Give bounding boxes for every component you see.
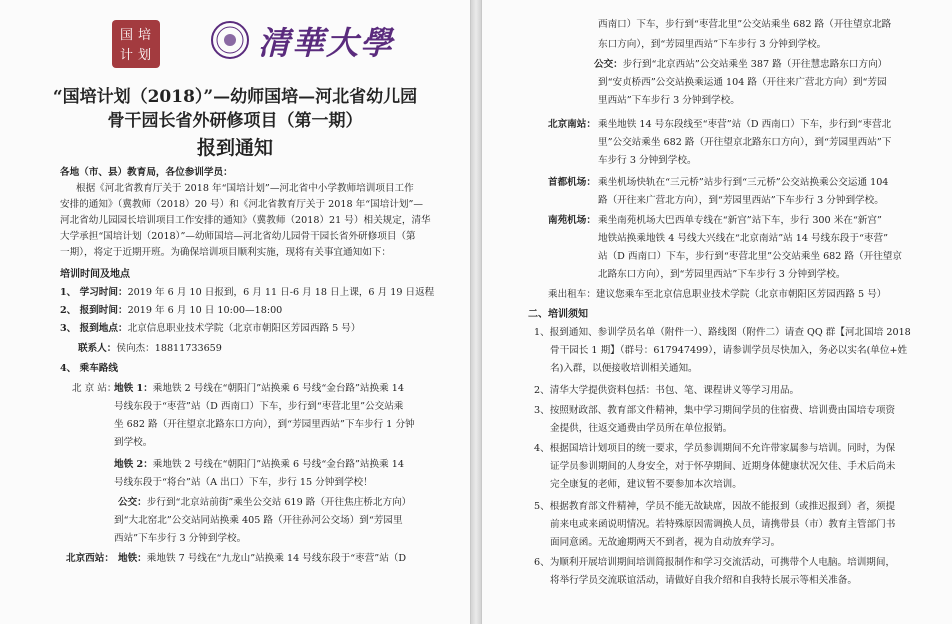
book-spine bbox=[470, 0, 482, 624]
section-time-heading: 培训时间及地点 bbox=[60, 269, 130, 280]
notice-2-line: 2、清华大学提供资料包括：书包、笔、课程讲义等学习用品。 bbox=[534, 385, 800, 396]
nanyuan-line: 地铁站换乘地铁 4 号线大兴线在“北京南站”站 14 号线东段于“枣营” bbox=[598, 233, 888, 244]
section-notice-heading: 二、培训须知 bbox=[528, 309, 588, 320]
bjw-subway-cont: 东口方向），到“芳园里西站”下车步行 3 分钟到学校。 bbox=[598, 39, 827, 50]
bjw-subway-line: 地铁：乘地铁 7 号线在“九龙山”站换乘 14 号线东段于“枣营”站（D bbox=[118, 553, 407, 564]
title-line-1: “国培计划（2018）”—幼师国培—河北省幼儿园 bbox=[52, 87, 418, 107]
intro-line: 大学承担“国培计划（2018）”—幼师国培—河北省幼儿园骨干园长省外研修项目（第 bbox=[60, 231, 416, 242]
bj-subway2-line: 号线东段于“将台”站（A 出口）下车，步行 15 分钟到学校！ bbox=[114, 477, 373, 488]
bjw-bus-line: 里西站”下车步行 3 分钟到学校。 bbox=[598, 95, 740, 106]
bjw-subway-cont: 西南口）下车，步行到“枣营北里”公交站乘坐 682 路（开往望京北路 bbox=[598, 19, 892, 30]
beijing-south-station-label: 北京南站： bbox=[548, 119, 596, 130]
item-study-time: 1、 学习时间：2019 年 6 月 10 日报到，6 月 11 日-6 月 18 日上课，6 月 19 日返程 bbox=[60, 287, 435, 298]
notice-5-line: 前来电或来函说明情况。若特殊原因需调换人员，请携带县（市）教育主管部门书 bbox=[550, 519, 896, 530]
airport-line: 路（开往来广营北方向），到“芳园里西站”下车步行 3 分钟到学校。 bbox=[598, 195, 884, 206]
bj-bus-line: 西站”下车步行 3 分钟到学校。 bbox=[114, 533, 247, 544]
title-line-2: 骨干园长省外研修项目（第一期） bbox=[107, 111, 363, 131]
notice-1-line: 1、报到通知、参训学员名单（附件一）、路线图（附件二）请查 QQ 群【河北国培 2018 bbox=[534, 327, 911, 338]
bj-bus-line: 公交：步行到“北京站前街”乘坐公交站 619 路（开往焦庄桥北方向） bbox=[118, 497, 412, 508]
bj-subway1-line: 到学校。 bbox=[114, 437, 153, 448]
right-page bbox=[482, 0, 952, 624]
nanyuan-line: 乘坐南苑机场大巴西单专线在“新宫”站下车，步行 300 米在“新宫” bbox=[598, 215, 882, 226]
bjs-line: 乘坐地铁 14 号东段线至“枣营”站（D 西南口）下车，步行到“枣营北 bbox=[598, 119, 892, 130]
bj-bus-line: 到“大北窑北”公交站同站换乘 405 路（开往孙河公交场）到“芳园里 bbox=[114, 515, 403, 526]
notice-3-line: 3、按照财政部、教育部文件精神，集中学习期间学员的住宿费、培训费由国培专项资 bbox=[534, 405, 896, 416]
salutation: 各地（市、县）教育局，各位参训学员： bbox=[60, 167, 233, 178]
bj-subway1-line: 坐 682 路（开往望京北路东口方向），到“芳园里西站”下车步行 1 分钟 bbox=[114, 419, 415, 430]
nanyuan-airport-label: 南苑机场： bbox=[548, 215, 596, 226]
item-report-time: 2、 报到时间：2019 年 6 月 10 日 10:00—18:00 bbox=[60, 305, 283, 316]
notice-5-line: 面同意函。无故逾期两天不到者，视为自动放弃学习。 bbox=[550, 537, 781, 548]
notice-4-line: 4、根据国培计划项目的统一要求，学员参训期间不允许带家属参与培训。同时，为保 bbox=[534, 443, 896, 454]
notice-5-line: 5、根据教育部文件精神，学员不能无故缺席，因故不能报到（或推迟报到）者，须提 bbox=[534, 501, 896, 512]
intro-line: 一期），将定于近期开班。为确保培训项目顺利实施，现将有关事宜通知如下： bbox=[60, 247, 391, 258]
notice-6-line: 将举行学员交流联谊活动，请做好自我介绍和自我特长展示等相关准备。 bbox=[550, 575, 857, 586]
tsinghua-seal-icon bbox=[210, 20, 250, 60]
bj-subway1-line: 号线东段于“枣营”站（D 西南口）下车，步行到“枣营北里”公交站乘 bbox=[114, 401, 404, 412]
bj-subway1-line: 地铁 1：乘地铁 2 号线在“朝阳门”站换乘 6 号线“金台路”站换乘 14 bbox=[114, 383, 404, 394]
notice-4-line: 完全康复的老师，建议暂不要参加本次培训。 bbox=[550, 479, 742, 490]
notice-6-line: 6、为顺利开展培训期间培训简报制作和学习交流活动，可携带个人电脑。培训期间， bbox=[534, 557, 896, 568]
notice-3-line: 金提供，往返交通费由学员所在单位报销。 bbox=[550, 423, 733, 434]
bj-subway2-line: 地铁 2：乘地铁 2 号线在“朝阳门”站换乘 6 号线“金台路”站换乘 14 bbox=[114, 459, 404, 470]
contact-person: 联系人：侯向杰：18811733659 bbox=[78, 343, 222, 354]
title-line-3: 报到通知 bbox=[196, 137, 273, 159]
nanyuan-line: 站（D 西南口）下车，步行到“枣营北里”公交站乘坐 682 路（开往望京 bbox=[598, 251, 902, 262]
beijing-station-label: 北 京 站： bbox=[72, 383, 117, 394]
bjs-line: 里”公交站乘坐 682 路（开往望京北路东口方向），到“芳园里西站”下 bbox=[598, 137, 892, 148]
taxi-line: 乘出租车：建议您乘车至北京信息职业技术学院（北京市朝阳区芳园西路 5 号） bbox=[548, 289, 887, 300]
nanyuan-line: 北路东口方向），到“芳园里西站”下车步行 3 分钟到学校。 bbox=[598, 269, 846, 280]
intro-line: 河北省幼儿园园长培训项目工作安排的通知》（冀教师（2018）21 号）相关规定，清华 bbox=[60, 215, 431, 226]
capital-airport-label: 首都机场： bbox=[548, 177, 596, 188]
bjw-bus-line: 公交：步行到“北京西站”公交站乘坐 387 路（开往慧忠路东口方向） bbox=[594, 59, 888, 70]
bjw-bus-line: 到“安贞桥西”公交站换乘运通 104 路（开往来广营北方向）到“芳园 bbox=[598, 77, 887, 88]
intro-line: 安排的通知》（冀教师（2018）20 号）和《河北省教育厅关于 2018 年“国培计划”— bbox=[60, 199, 424, 210]
airport-line: 乘坐机场快轨在“三元桥”站步行到“三元桥”公交站换乘公交运通 104 bbox=[598, 177, 889, 188]
guopei-logo: 国 培 计 划 bbox=[112, 20, 160, 68]
intro-line: 根据《河北省教育厅关于 2018 年“国培计划”—河北省中小学教师培训项目工作 bbox=[76, 183, 414, 194]
bjs-line: 车步行 3 分钟到学校。 bbox=[598, 155, 697, 166]
notice-1-line: 名)入群，以便接收培训相关通知。 bbox=[550, 363, 698, 374]
university-name: 清華大學 bbox=[258, 24, 395, 62]
item-report-place: 3、 报到地点：北京信息职业技术学院（北京市朝阳区芳园西路 5 号） bbox=[60, 323, 361, 334]
beijing-west-station-label: 北京西站： bbox=[66, 553, 114, 564]
notice-1-line: 骨干园长 1 期】（群号：617947499），请参训学员尽快加入，务必以实名(单位+姓 bbox=[550, 345, 908, 356]
item-routes-heading: 4、 乘车路线 bbox=[60, 363, 118, 374]
notice-4-line: 证学员参训期间的人身安全，对于怀孕期间、近期身体健康状况欠佳、手术后尚未 bbox=[550, 461, 896, 472]
left-page bbox=[0, 0, 470, 624]
